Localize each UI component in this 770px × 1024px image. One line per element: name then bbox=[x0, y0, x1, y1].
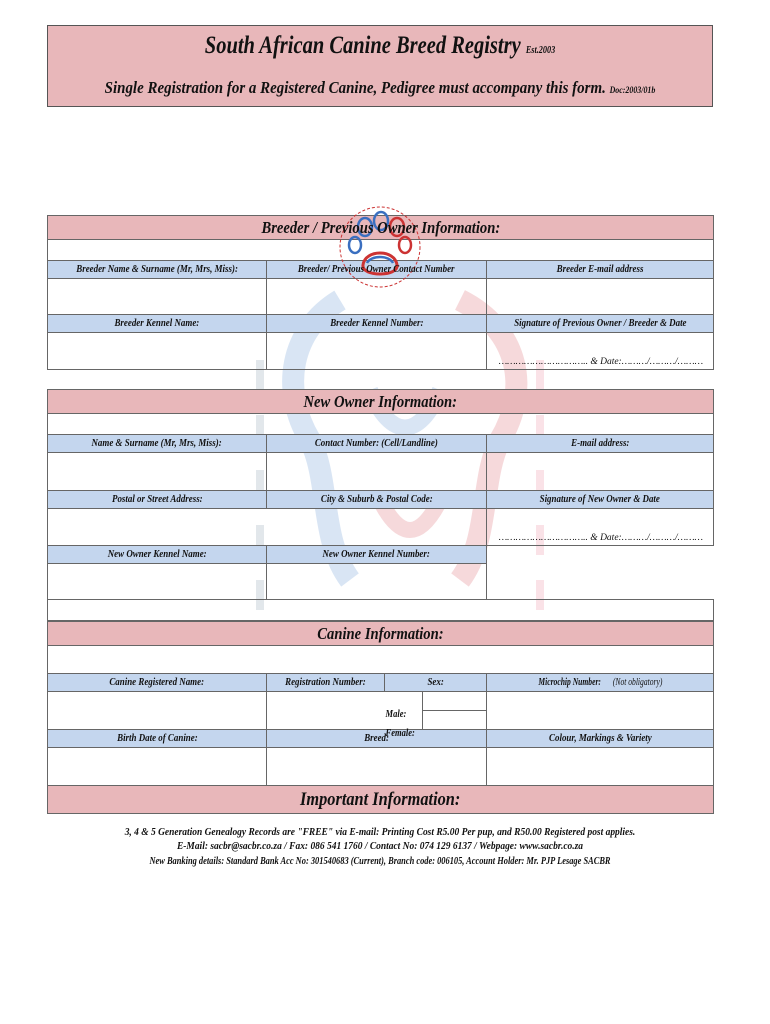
canine-heading: Canine Information: bbox=[48, 622, 714, 646]
breeder-heading: Breeder / Previous Owner Information: bbox=[48, 216, 714, 240]
birth-date-label: Birth Date of Canine: bbox=[48, 730, 267, 748]
canine-blank-row bbox=[48, 646, 714, 674]
birth-date-field[interactable] bbox=[48, 748, 267, 786]
owner-kennel-name-field[interactable] bbox=[48, 564, 267, 600]
owner-city-label: City & Suburb & Postal Code: bbox=[267, 491, 487, 509]
canine-name-field[interactable] bbox=[48, 692, 267, 730]
info-line-contact: E-Mail: sacbr@sacbr.co.za / Fax: 086 541 1760 / Contact No: 074 129 6137 / Webpage: www.sacbr.co.za bbox=[176, 840, 584, 852]
owner-name-label: Name & Surname (Mr, Mrs, Miss): bbox=[48, 435, 267, 453]
microchip-field[interactable] bbox=[487, 692, 714, 730]
doc-code: Doc:2003/01b bbox=[609, 85, 656, 95]
breeder-signature-label: Signature of Previous Owner / Breeder & Date bbox=[487, 315, 714, 333]
new-owner-section bbox=[47, 389, 714, 621]
sex-options bbox=[383, 705, 423, 743]
owner-blank-row bbox=[48, 600, 714, 621]
owner-name-field[interactable] bbox=[48, 453, 267, 491]
new-owner-blank-row bbox=[48, 414, 714, 435]
new-owner-heading: New Owner Information: bbox=[48, 390, 714, 414]
owner-email-field[interactable] bbox=[487, 453, 714, 491]
empty-cell bbox=[487, 546, 714, 564]
form-title bbox=[108, 32, 652, 60]
owner-address-field[interactable] bbox=[48, 509, 487, 546]
canine-section bbox=[47, 621, 714, 814]
title-box bbox=[47, 25, 713, 107]
title-text: South African Canine Breed Registry bbox=[204, 32, 521, 59]
breeder-signature-field[interactable]: ………………………….. & Date:………/………/……… bbox=[487, 333, 714, 370]
owner-kennel-number-field[interactable] bbox=[267, 564, 487, 600]
breeder-email-field[interactable] bbox=[487, 279, 714, 315]
breed-field[interactable] bbox=[267, 748, 487, 786]
owner-signature-label: Signature of New Owner & Date bbox=[487, 491, 714, 509]
female-checkbox[interactable] bbox=[423, 711, 487, 730]
breeder-kennel-name-label: Breeder Kennel Name: bbox=[48, 315, 267, 333]
subtitle-text: Single Registration for a Registered Canine, Pedigree must accompany this form. bbox=[104, 78, 606, 97]
est-label: Est.2003 bbox=[525, 45, 556, 56]
breed-label: Breed: bbox=[267, 730, 487, 748]
owner-signature-field[interactable]: ………………………….. & Date:………/………/……… bbox=[487, 509, 714, 546]
sex-label: Sex: bbox=[385, 674, 487, 692]
breeder-kennel-number-label: Breeder Kennel Number: bbox=[267, 315, 487, 333]
colour-field[interactable] bbox=[487, 748, 714, 786]
owner-email-label: E-mail address: bbox=[487, 435, 714, 453]
empty-cell bbox=[487, 564, 714, 600]
registration-number-label: Registration Number: bbox=[267, 674, 385, 692]
breeder-name-field[interactable] bbox=[48, 279, 267, 315]
info-line-banking: New Banking details: Standard Bank Acc No: 301540683 (Current), Branch code: 006105, Account Holder: Mr. PJP Lesage SACBR bbox=[149, 856, 611, 867]
breeder-kennel-number-field[interactable] bbox=[267, 333, 487, 370]
canine-name-label: Canine Registered Name: bbox=[48, 674, 267, 692]
breeder-kennel-name-field[interactable] bbox=[48, 333, 267, 370]
male-label: Male: bbox=[385, 709, 407, 720]
owner-address-label: Postal or Street Address: bbox=[48, 491, 267, 509]
info-line-genealogy: 3, 4 & 5 Generation Genealogy Records are "FREE" via E-mail: Printing Cost R5.00 Per pup, and R50.00 Registered post applies. bbox=[124, 826, 636, 838]
owner-contact-field[interactable] bbox=[267, 453, 487, 491]
colour-label: Colour, Markings & Variety bbox=[487, 730, 714, 748]
important-heading: Important Information: bbox=[48, 786, 714, 814]
registration-form bbox=[47, 25, 713, 867]
owner-contact-label: Contact Number: (Cell/Landline) bbox=[267, 435, 487, 453]
microchip-label: Microchip Number: (Not obligatory) bbox=[487, 674, 714, 692]
breeder-name-label: Breeder Name & Surname (Mr, Mrs, Miss): bbox=[48, 261, 267, 279]
important-info bbox=[47, 826, 713, 867]
breeder-email-label: Breeder E-mail address bbox=[487, 261, 714, 279]
registry-logo bbox=[335, 197, 425, 297]
female-label: Female: bbox=[385, 728, 415, 739]
owner-kennel-name-label: New Owner Kennel Name: bbox=[48, 546, 267, 564]
male-checkbox[interactable] bbox=[423, 692, 487, 711]
owner-kennel-number-label: New Owner Kennel Number: bbox=[267, 546, 487, 564]
form-subtitle bbox=[88, 78, 672, 98]
breeder-contact-label: Breeder/ Previous Owner Contact Number bbox=[267, 261, 487, 279]
